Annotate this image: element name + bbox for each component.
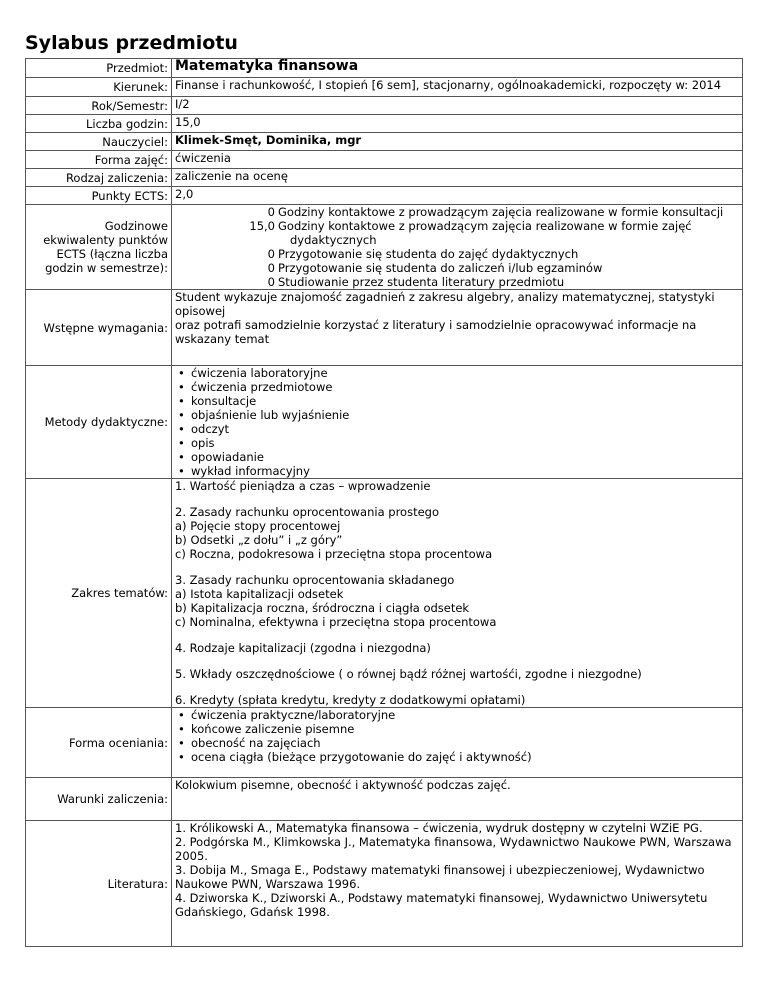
value-rodzaj-zaliczenia: zaliczenie na ocenę — [172, 169, 743, 187]
page-title: Sylabus przedmiotu — [25, 32, 238, 54]
hours-item — [175, 219, 739, 247]
label-zakres-tematow: Zakres tematów: — [26, 479, 172, 708]
hours-description: Przygotowanie się studenta do zaliczeń i/lub egzaminów — [278, 261, 603, 275]
topic-block: 2. Zasady rachunku oprocentowania prostego a) Pojęcie stopy procentowej b) Odsetki „z dołu” i „z góry” c) Roczna, podokresowa i przeciętna stopa procentowa — [175, 505, 493, 561]
value-forma-oceniania — [172, 708, 743, 778]
hours-item — [175, 261, 739, 275]
hours-number: 0 — [267, 205, 275, 219]
row-literatura — [26, 821, 743, 947]
syllabus-table — [25, 58, 743, 947]
hours-item — [175, 205, 739, 219]
row-rok-semestr — [26, 97, 743, 115]
value-zakres-tematow — [172, 479, 743, 708]
list-item: • końcowe zaliczenie pisemne — [175, 722, 739, 736]
value-metody-dydaktyczne — [172, 366, 743, 479]
topic-block: 4. Rodzaje kapitalizacji (zgodna i niezgodna) — [175, 641, 431, 655]
hours-item — [175, 275, 739, 289]
label-godzinowe-line: godzin w semestrze): — [45, 261, 168, 275]
label-punkty-ects: Punkty ECTS: — [26, 187, 172, 205]
value-przedmiot: Matematyka finansowa — [172, 59, 743, 78]
hours-description: Studiowanie przez studenta literatury przedmiotu — [278, 275, 565, 289]
value-kierunek: Finanse i rachunkowość, I stopień [6 sem], stacjonarny, ogólnoakademicki, rozpoczęty w: 2014 — [172, 78, 743, 97]
label-kierunek: Kierunek: — [26, 78, 172, 97]
hours-description: Godziny kontaktowe z prowadzącym zajęcia realizowane w formie zajęć dydaktycznych — [278, 219, 692, 247]
label-godzinowe-line: ECTS (łączna liczba — [56, 247, 168, 261]
label-warunki-zaliczenia: Warunki zaliczenia: — [26, 778, 172, 821]
hours-description: Przygotowanie się studenta do zajęć dydaktycznych — [278, 247, 579, 261]
list-item: • ćwiczenia laboratoryjne — [175, 366, 739, 380]
list-item: • ćwiczenia przedmiotowe — [175, 380, 739, 394]
row-rodzaj-zaliczenia — [26, 169, 743, 187]
methods-list — [175, 366, 739, 478]
label-rodzaj-zaliczenia: Rodzaj zaliczenia: — [26, 169, 172, 187]
row-zakres-tematow — [26, 479, 743, 708]
label-metody-dydaktyczne: Metody dydaktyczne: — [26, 366, 172, 479]
hours-number: 15,0 — [249, 219, 275, 233]
hours-number: 0 — [267, 275, 275, 289]
list-item: • ocena ciągła (bieżące przygotowanie do zajęć i aktywność) — [175, 750, 739, 764]
row-forma-zajec — [26, 151, 743, 169]
topic-block: 3. Zasady rachunku oprocentowania składanego a) Istota kapitalizacji odsetek b) Kapitalizacja roczna, śródroczna i ciągła odsetek c) Nominalna, efektywna i przeciętna stopa procentowa — [175, 573, 497, 629]
value-warunki-zaliczenia: Kolokwium pisemne, obecność i aktywność podczas zajęć. — [172, 778, 743, 821]
row-przedmiot — [26, 59, 743, 78]
label-liczba-godzin: Liczba godzin: — [26, 115, 172, 133]
row-punkty-ects — [26, 187, 743, 205]
topic-block: 6. Kredyty (spłata kredytu, kredyty z dodatkowymi opłatami) — [175, 693, 526, 707]
label-godzinowe-line: ekwiwalenty punktów — [43, 233, 168, 247]
label-forma-oceniania: Forma oceniania: — [26, 708, 172, 778]
value-rok-semestr: I/2 — [172, 97, 743, 115]
label-rok-semestr: Rok/Semestr: — [26, 97, 172, 115]
value-wstepne-wymagania: Student wykazuje znajomość zagadnień z zakresu algebry, analizy matematycznej, statystyki opisowej oraz potrafi samodzielnie korzystać z literatury i samodzielnie opracowywać informacje na wskazany temat — [172, 290, 743, 366]
topic-block: 1. Wartość pieniądza a czas – wprowadzenie — [175, 479, 431, 493]
value-forma-zajec: ćwiczenia — [172, 151, 743, 169]
label-wstepne-wymagania: Wstępne wymagania: — [26, 290, 172, 366]
row-wstepne-wymagania — [26, 290, 743, 366]
hours-description: Godziny kontaktowe z prowadzącym zajęcia realizowane w formie konsultacji — [278, 205, 724, 219]
hours-number: 0 — [267, 261, 275, 275]
list-item: • konsultacje — [175, 394, 739, 408]
value-nauczyciel: Klimek-Smęt, Dominika, mgr — [172, 133, 743, 151]
label-nauczyciel: Nauczyciel: — [26, 133, 172, 151]
row-nauczyciel — [26, 133, 743, 151]
row-liczba-godzin — [26, 115, 743, 133]
list-item: • objaśnienie lub wyjaśnienie — [175, 408, 739, 422]
label-godzinowe-line: Godzinowe — [104, 219, 168, 233]
hours-number: 0 — [267, 247, 275, 261]
list-item: • opis — [175, 436, 739, 450]
row-forma-oceniania — [26, 708, 743, 778]
list-item: • ćwiczenia praktyczne/laboratoryjne — [175, 708, 739, 722]
list-item: • obecność na zajęciach — [175, 736, 739, 750]
row-godzinowe — [26, 205, 743, 290]
row-metody-dydaktyczne — [26, 366, 743, 479]
list-item: • wykład informacyjny — [175, 464, 739, 478]
hours-item — [175, 247, 739, 261]
row-warunki-zaliczenia — [26, 778, 743, 821]
label-literatura: Literatura: — [26, 821, 172, 947]
list-item: • opowiadanie — [175, 450, 739, 464]
value-liczba-godzin: 15,0 — [172, 115, 743, 133]
label-forma-zajec: Forma zajęć: — [26, 151, 172, 169]
list-item: • odczyt — [175, 422, 739, 436]
label-przedmiot: Przedmiot: — [26, 59, 172, 78]
topic-block: 5. Wkłady oszczędnościowe ( o równej bądź różnej wartośći, zgodne i niezgodne) — [175, 667, 642, 681]
value-godzinowe — [172, 205, 743, 290]
value-literatura: 1. Królikowski A., Matematyka finansowa – ćwiczenia, wydruk dostępny w czytelni WZiE PG. 2. Podgórska M., Klimkowska J., Matematyka finansowa, Wydawnictwo Naukowe PWN, Warszawa 2005. 3. Dobija M., Smaga E., Podstawy matematyki finansowej i ubezpieczeniowej, Wydawnictwo Naukowe PWN, Warszawa 1996. 4. Dziworska K., Dziworski A., Podstawy matematyki finansowej, Wydawnictwo Uniwersytetu Gdańskiego, Gdańsk 1998. — [172, 821, 743, 947]
assessment-list — [175, 708, 739, 764]
label-godzinowe — [26, 205, 172, 290]
row-kierunek — [26, 78, 743, 97]
value-punkty-ects: 2,0 — [172, 187, 743, 205]
